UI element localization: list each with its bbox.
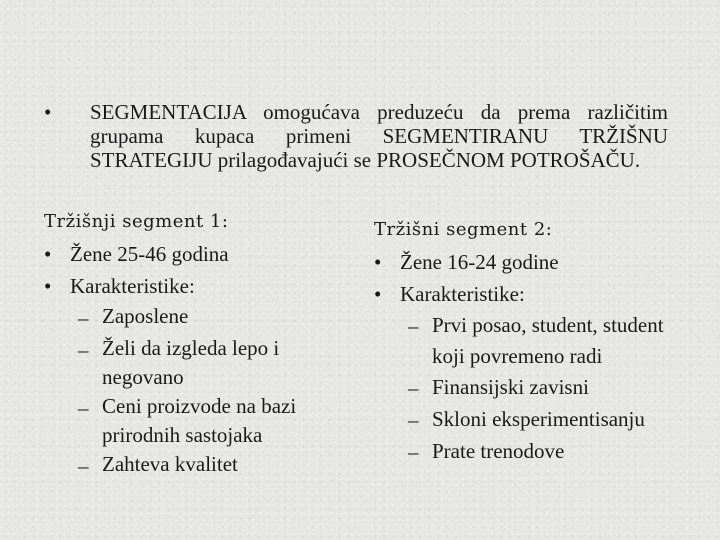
sub-list-item: [374, 372, 684, 404]
dash-marker: –: [78, 454, 89, 478]
bullet-marker: •: [374, 282, 382, 306]
dash-marker: –: [78, 338, 89, 362]
list-item: [44, 270, 344, 302]
bullet-marker: •: [44, 242, 52, 266]
list-item-text: Karakteristike:: [70, 274, 195, 298]
segment-2-column: [374, 214, 684, 468]
sub-list-item-text: Prvi posao, student, student koji povremeno radi: [432, 313, 664, 368]
list-item-text: Karakteristike:: [400, 282, 525, 306]
list-item-text: Žene 16-24 godine: [400, 250, 559, 274]
dash-marker: –: [78, 396, 89, 420]
dash-marker: –: [408, 408, 419, 432]
intro-bullet: •: [44, 100, 52, 124]
dash-marker: –: [408, 440, 419, 464]
sub-list-item: [44, 334, 344, 392]
list-item: [44, 238, 344, 270]
intro-paragraph: [44, 100, 672, 172]
sub-list-item: [44, 302, 344, 334]
sub-list-item-text: Prate trenodove: [432, 439, 565, 463]
sub-list-item: [374, 310, 684, 372]
segment-2-title: Tržišni segment 2:: [374, 219, 553, 240]
dash-marker: –: [408, 376, 419, 400]
sub-list-item-text: Skloni eksperimentisanju: [432, 407, 645, 431]
segment-1-column: [44, 206, 344, 482]
segment-1-title: Tržišnji segment 1:: [44, 211, 229, 232]
dash-marker: –: [408, 314, 419, 338]
sub-list-item-text: Ceni proizvode na bazi prirodnih sastojaka: [102, 394, 297, 447]
sub-list-item: [374, 436, 684, 468]
bullet-marker: •: [44, 274, 52, 298]
dash-marker: –: [78, 306, 89, 330]
sub-list-item: [44, 392, 344, 450]
bullet-marker: •: [374, 250, 382, 274]
sub-list-item-text: Finansijski zavisni: [432, 375, 589, 399]
sub-list-item-text: Zaposlene: [102, 304, 189, 328]
sub-list-item-text: Zahteva kvalitet: [102, 452, 238, 476]
sub-list-item: [374, 404, 684, 436]
sub-list-item-text: Želi da izgleda lepo i negovano: [102, 336, 280, 389]
sub-list-item: [44, 450, 344, 482]
intro-text: SEGMENTACIJA omogućava preduzeću da prema različitim grupama kupaca primeni SEGMENTIRANU TRŽIŠNU STRATEGIJU prilagođavajući se PROSEČNOM POTROŠAČU.: [90, 100, 668, 172]
list-item-text: Žene 25-46 godina: [70, 242, 229, 266]
list-item: [374, 246, 684, 278]
list-item: [374, 278, 684, 310]
